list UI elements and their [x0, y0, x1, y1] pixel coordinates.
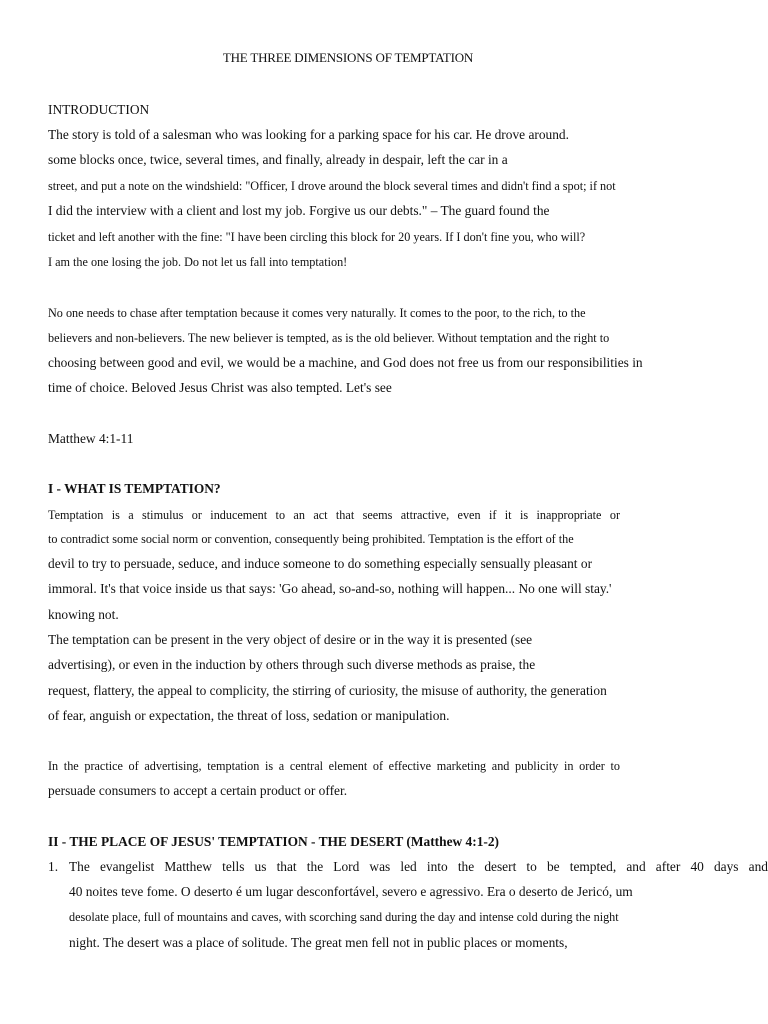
- list-item-number: 1.: [48, 859, 59, 874]
- section-2-line-2: 40 noites teve fome. O deserto é um lugar desconfortável, severo e agressivo. Era o deserto de Jericó, um: [69, 884, 633, 899]
- document-title: THE THREE DIMENSIONS OF TEMPTATION: [222, 50, 474, 65]
- section-1-line-4: immoral. It's that voice inside us that says: 'Go ahead, so-and-so, nothing will happen... No one will stay.': [48, 581, 612, 596]
- advertising-line-2: persuade consumers to accept a certain product or offer.: [48, 783, 348, 798]
- section-1-line-3: devil to try to persuade, seduce, and induce someone to do something especially sensually pleasant or: [48, 556, 593, 571]
- section-2-heading: II - THE PLACE OF JESUS' TEMPTATION - THE DESERT (Matthew 4:1-2): [48, 834, 500, 849]
- intro-line-4: I did the interview with a client and lost my job. Forgive us our debts." – The guard found the: [48, 203, 550, 218]
- section-1-line-5: knowing not.: [48, 607, 119, 622]
- section-2-line-3: desolate place, full of mountains and caves, with scorching sand during the day and intense cold during the night: [69, 910, 619, 924]
- intro-line-6: I am the one losing the job. Do not let us fall into temptation!: [48, 255, 348, 269]
- section-1-line-2: to contradict some social norm or convention, consequently being prohibited. Temptation is the effort of the: [48, 532, 574, 546]
- section-2-line-4: night. The desert was a place of solitude. The great men fell not in public places or moments,: [69, 935, 568, 950]
- paragraph-line-3: choosing between good and evil, we would be a machine, and God does not free us from our responsibilities in: [48, 355, 643, 370]
- paragraph-line-1: No one needs to chase after temptation because it comes very naturally. It comes to the poor, to the rich, to the: [48, 306, 586, 320]
- introduction-heading: INTRODUCTION: [48, 102, 150, 117]
- intro-line-2: some blocks once, twice, several times, and finally, already in despair, left the car in a: [48, 152, 508, 167]
- intro-line-1: The story is told of a salesman who was looking for a parking space for his car. He drove around.: [48, 127, 569, 142]
- section-2-line-1: The evangelist Matthew tells us that the Lord was led into the desert to be tempted, and after 40 days and: [69, 859, 768, 874]
- section-1-heading: I - WHAT IS TEMPTATION?: [48, 481, 221, 496]
- intro-line-3: street, and put a note on the windshield: "Officer, I drove around the block several times and didn't find a spot; if not: [48, 179, 616, 193]
- intro-line-5: ticket and left another with the fine: "I have been circling this block for 20 years. If I don't fine you, who will?: [48, 230, 586, 244]
- paragraph-line-2: believers and non-believers. The new believer is tempted, as is the old believer. Without temptation and the right to: [48, 331, 610, 345]
- scripture-reference: Matthew 4:1-11: [48, 431, 134, 446]
- section-1-line-9: of fear, anguish or expectation, the threat of loss, sedation or manipulation.: [48, 708, 450, 723]
- section-1-line-6: The temptation can be present in the very object of desire or in the way it is presented (see: [48, 632, 533, 647]
- advertising-line-1: In the practice of advertising, temptation is a central element of effective marketing and publicity in order to: [48, 759, 620, 773]
- section-1-line-8: request, flattery, the appeal to complicity, the stirring of curiosity, the misuse of authority, the generation: [48, 683, 607, 698]
- section-1-line-1: Temptation is a stimulus or inducement to an act that seems attractive, even if it is inappropriate or: [48, 508, 620, 522]
- section-1-line-7: advertising), or even in the induction by others through such diverse methods as praise, the: [48, 657, 536, 672]
- paragraph-line-4: time of choice. Beloved Jesus Christ was also tempted. Let's see: [48, 380, 392, 395]
